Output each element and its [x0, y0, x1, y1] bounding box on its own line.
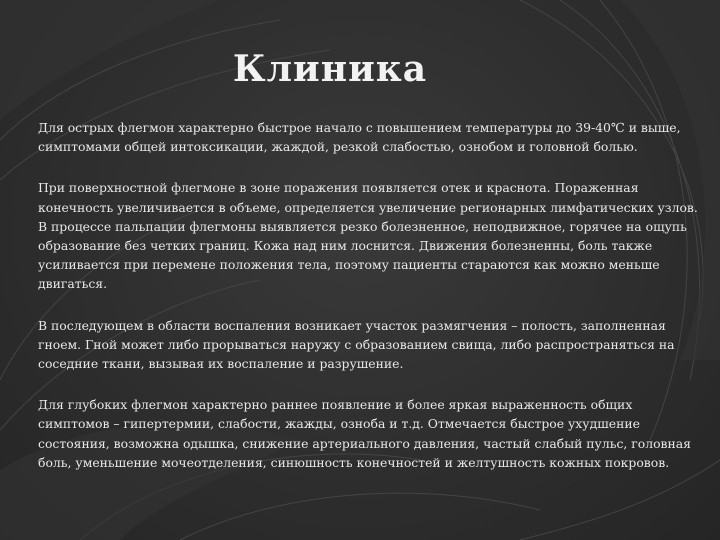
slide-title: Клиника — [232, 48, 428, 90]
paragraph-acute: Для острых флегмон характерно быстрое начало с повышением температуры до 39-40℃ и выше, симптомами общей интоксикации, жаждой, резкой слабостью, ознобом и головной болью. — [38, 120, 681, 155]
paragraph-deep: Для глубоких флегмон характерно раннее появление и более яркая выраженность общих симптомов – гипертермии, слабости, жажды, озноба и т.д. Отмечается быстрое ухудшение состояния, возможна одышка, снижение артериального давления, частый слабый пульс, головная боль, уменьшение мочеотделения, синюшность конечностей и желтушность кожных покровов. — [38, 397, 691, 470]
paragraph-softening: В последующем в области воспаления возникает участок размягчения – полость, заполненная гноем. Гной может либо прорываться наружу с образованием свища, либо распространяться на соседние ткани, вызывая их воспаление и разрушение. — [38, 317, 675, 372]
slide-body — [38, 118, 700, 494]
paragraph-superficial: При поверхностной флегмоне в зоне поражения появляется отек и краснота. Пораженная конечность увеличивается в объеме, определяется увеличение регионарных лимфатических узлов. В процессе пальпации флегмоны выявляется резко болезненное, неподвижное, горячее на ощупь образование без четких границ. Кожа над ним лоснится. Движения болезненны, боль также усиливается при перемене положения тела, поэтому пациенты стараются как можно меньше двигаться. — [38, 180, 698, 292]
